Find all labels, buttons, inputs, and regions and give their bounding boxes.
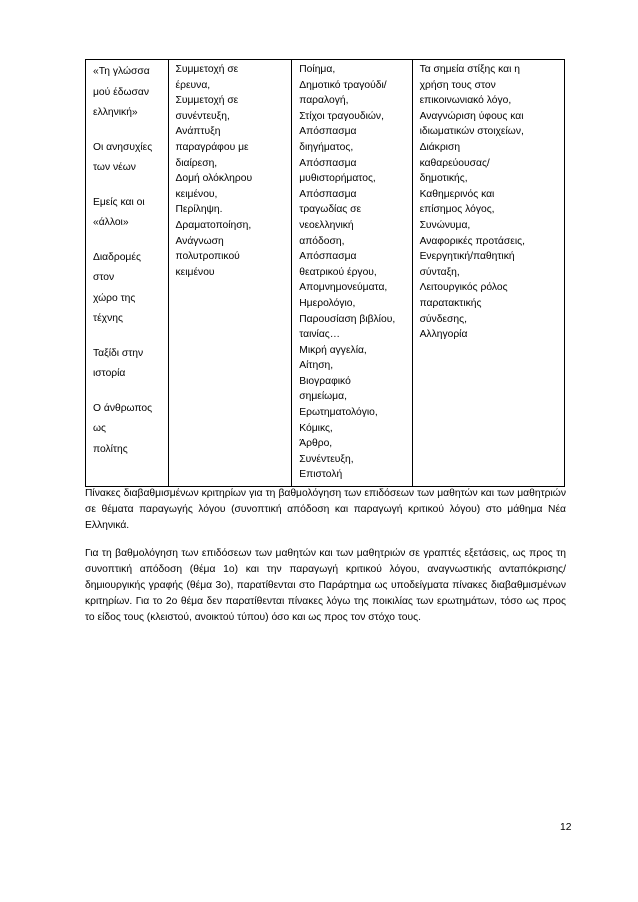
cell-line: έρευνα,: [175, 79, 211, 91]
cell-line: ιδιωματικών στοιχείων,: [419, 126, 524, 138]
cell-line: Παρουσίαση βιβλίου,: [299, 313, 396, 325]
topic-line: «Τη γλώσσα: [93, 66, 150, 77]
cell-line: Δραματοποίηση,: [175, 219, 252, 231]
language-points-cell: [412, 60, 564, 487]
topic-group: [93, 193, 161, 234]
cell-line: ταινίας…: [299, 329, 341, 341]
cell-line: Επιστολή: [299, 469, 343, 481]
cell-line: Απόσπασμα: [299, 188, 357, 200]
cell-line: Κόμικς,: [299, 422, 333, 434]
topic-line: πολίτης: [93, 443, 128, 455]
cell-line: παρατακτικής: [419, 297, 482, 309]
cell-line: Αλληγορία: [419, 329, 468, 341]
cell-line: Ερωτηματολόγιο,: [299, 407, 378, 419]
topic-line: μού έδωσαν: [93, 86, 149, 98]
cell-line: Συμμετοχή σε: [175, 95, 239, 107]
cell-line: Συνώνυμα,: [419, 219, 471, 231]
cell-line: Καθημερινός και: [419, 188, 495, 200]
cell-line: Συμμετοχή σε: [175, 64, 239, 75]
cell-line: διαίρεση,: [175, 157, 218, 169]
cell-line: επίσημος λόγος,: [419, 204, 495, 216]
topic-line: Ο άνθρωπος ως: [93, 402, 153, 434]
cell-line: κειμένου,: [175, 188, 218, 200]
topic-line: χώρο της τέχνης: [93, 292, 136, 324]
cell-line: καθαρεύουσας/: [419, 157, 490, 169]
cell-line: δημοτικής,: [419, 173, 468, 185]
topic-group: [93, 248, 161, 330]
cell-line: σημείωμα,: [299, 391, 347, 403]
cell-line: Απομνημονεύματα,: [299, 282, 388, 294]
topic-group: [93, 344, 161, 385]
cell-line: χρήση τους στον: [419, 79, 496, 91]
cell-line: Στίχοι τραγουδιών,: [299, 110, 384, 122]
topic-group: [93, 399, 161, 461]
paragraph: Πίνακες διαβαθμισμένων κριτηρίων για τη βαθμολόγηση των επιδόσεων των μαθητών και των μαθητριών σε θέματα παραγωγής λόγου (συνοπτική απόδοση και παραγωγή κριτικού λόγου) στο μάθημα Νέα Ελληνικά.: [85, 488, 566, 531]
cell-line: τραγωδίας σε: [299, 204, 362, 216]
thematic-units-cell: [86, 60, 169, 487]
cell-line: απόδοση,: [299, 235, 345, 247]
topic-line: Ταξίδι στην: [93, 347, 144, 359]
cell-line: Ποίημα,: [299, 64, 336, 75]
cell-line: Λειτουργικός ρόλος: [419, 282, 508, 294]
cell-line: Περίληψη.: [175, 204, 223, 216]
cell-line: Απόσπασμα: [299, 251, 357, 263]
topic-group: [93, 62, 161, 124]
cell-line: Δημοτικό τραγούδι/: [299, 79, 387, 91]
cell-line: διηγήματος,: [299, 141, 354, 153]
cell-line: Αίτηση,: [299, 360, 334, 372]
cell-line: Τα σημεία στίξης και η: [419, 64, 520, 75]
cell-line: Ενεργητική/παθητική: [419, 251, 515, 263]
cell-line: συνέντευξη,: [175, 110, 230, 122]
cell-line: Απόσπασμα: [299, 126, 357, 138]
cell-line: Δομή ολόκληρου: [175, 173, 253, 185]
topic-line: «άλλοι»: [93, 217, 129, 228]
cell-line: Απόσπασμα: [299, 157, 357, 169]
cell-line: Συνέντευξη,: [299, 453, 354, 465]
cell-line: σύνδεσης,: [419, 313, 467, 325]
cell-line: μυθιστορήματος,: [299, 173, 376, 185]
topic-line: ελληνική»: [93, 107, 138, 118]
cell-line: νεοελληνική: [299, 219, 354, 231]
cell-line: Ανάγνωση: [175, 235, 224, 247]
topic-line: Εμείς και οι: [93, 196, 145, 208]
topic-line: των νέων: [93, 162, 136, 173]
topic-line: Οι ανησυχίες: [93, 141, 153, 153]
cell-line: θεατρικού έργου,: [299, 266, 377, 278]
topic-group: [93, 138, 161, 179]
cell-line: Διάκριση: [419, 141, 461, 153]
cell-line: σύνταξη,: [419, 266, 460, 278]
cell-line: Άρθρο,: [299, 438, 333, 450]
cell-line: Αναγνώριση ύφους και: [419, 110, 524, 122]
cell-line: κειμένου: [175, 266, 215, 278]
cell-line: Ανάπτυξη: [175, 126, 221, 138]
table-row: [86, 60, 565, 487]
cell-line: Ημερολόγιο,: [299, 297, 356, 309]
paragraph: Για τη βαθμολόγηση των επιδόσεων των μαθητών και των μαθητριών σε γραπτές εξετάσεις, ως προς τη συνοπτική απόδοση (θέμα 1ο) και την παραγωγή κριτικού λόγου, αναγνωστικής ανταπόκρισης/δημιουργικής γραφής (θέμα 3ο), παρατίθενται στο Παράρτημα ως υποδείγματα πίνακες διαβαθμισμένων κριτηρίων. Για το 2ο θέμα δεν παρατίθενται πίνακες λόγω της ποικιλίας των ερωτημάτων, τόσο ως προς το είδος τους (κλειστού, ανοικτού τύπου) όσο και ως προς τον στόχο τους.: [85, 548, 566, 623]
activities-cell: [168, 60, 292, 487]
page-number: 12: [560, 822, 572, 833]
cell-line: Βιογραφικό: [299, 375, 351, 387]
topic-line: ιστορία: [93, 368, 126, 379]
cell-line: επικοινωνιακό λόγο,: [419, 95, 512, 107]
cell-line: πολυτροπικού: [175, 251, 240, 263]
text-types-cell: [292, 60, 412, 487]
curriculum-table: [85, 59, 565, 487]
cell-line: παραλογή,: [299, 95, 349, 107]
cell-line: παραγράφου με: [175, 141, 249, 153]
cell-line: Μικρή αγγελία,: [299, 344, 367, 356]
topic-line: Διαδρομές στον: [93, 251, 141, 283]
cell-line: Αναφορικές προτάσεις,: [419, 235, 525, 247]
